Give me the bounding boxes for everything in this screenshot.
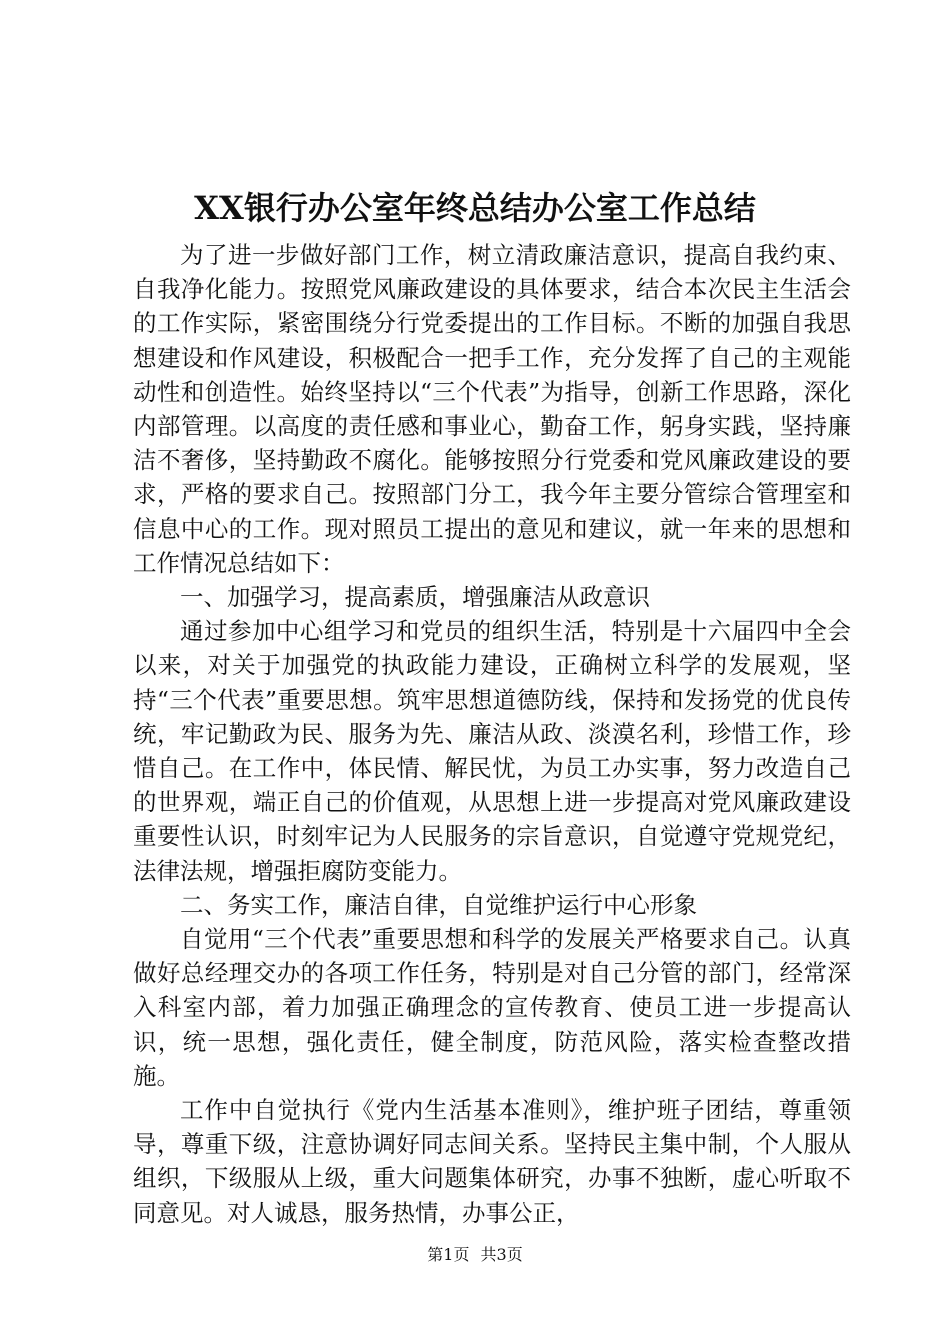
document-title: XX银行办公室年终总结办公室工作总结 — [194, 189, 756, 227]
page-total: 共3页 — [480, 1245, 523, 1264]
intro-paragraph: 为了进一步做好部门工作，树立清政廉洁意识，提高自我约束、自我净化能力。按照党风廉政建设的具体要求，结合本次民主生活会的工作实际，紧密围绕分行党委提出的工作目标。不断的加强自我思想建设和作风建设，积极配合一把手工作，充分发挥了自己的主观能动性和创造性。始终坚持以“三个代表”为指导，创新工作思路，深化内部管理。以高度的责任感和事业心，勤奋工作，躬身实践，坚持廉洁不奢侈，坚持勤政不腐化。能够按照分行党委和党风廉政建设的要求，严格的要求自己。按照部门分工，我今年主要分管综合管理室和信息中心的工作。现对照员工提出的意见和建议，就一年来的思想和工作情况总结如下： — [133, 241, 851, 577]
document-body — [133, 238, 851, 1227]
section-1-paragraph: 通过参加中心组学习和党员的组织生活，特别是十六届四中全会以来，对关于加强党的执政能力建设，正确树立科学的发展观，坚持“三个代表”重要思想。筑牢思想道德防线，保持和发扬党的优良传统，牢记勤政为民、服务为先、廉洁从政、淡漠名利，珍惜工作，珍惜自己。在工作中，体民情、解民忧，为员工办实事，努力改造自己的世界观，端正自己的价值观，从思想上进一步提高对党风廉政建设重要性认识，时刻牢记为人民服务的宗旨意识，自觉遵守党规党纪，法律法规，增强拒腐防变能力。 — [133, 617, 851, 885]
section-heading-1: 一、加强学习，提高素质，增强廉洁从政意识 — [180, 583, 650, 612]
page-number: 第1页 — [427, 1245, 470, 1264]
section-heading-2: 二、务实工作，廉洁自律，自觉维护运行中心形象 — [180, 890, 697, 919]
section-2-paragraph-1: 自觉用“三个代表”重要思想和科学的发展关严格要求自己。认真做好总经理交办的各项工作任务，特别是对自己分管的部门，经常深入科室内部，着力加强正确理念的宣传教育、使员工进一步提高认识，统一思想，强化责任，健全制度，防范风险，落实检查整改措施。 — [133, 925, 851, 1090]
page-footer — [0, 1243, 950, 1267]
section-2-paragraph-2: 工作中自觉执行《党内生活基本准则》，维护班子团结，尊重领导，尊重下级，注意协调好同志间关系。坚持民主集中制，个人服从组织，下级服从上级，重大问题集体研究，办事不独断，虚心听取不同意见。对人诚恳，服务热情，办事公正， — [133, 1096, 851, 1227]
